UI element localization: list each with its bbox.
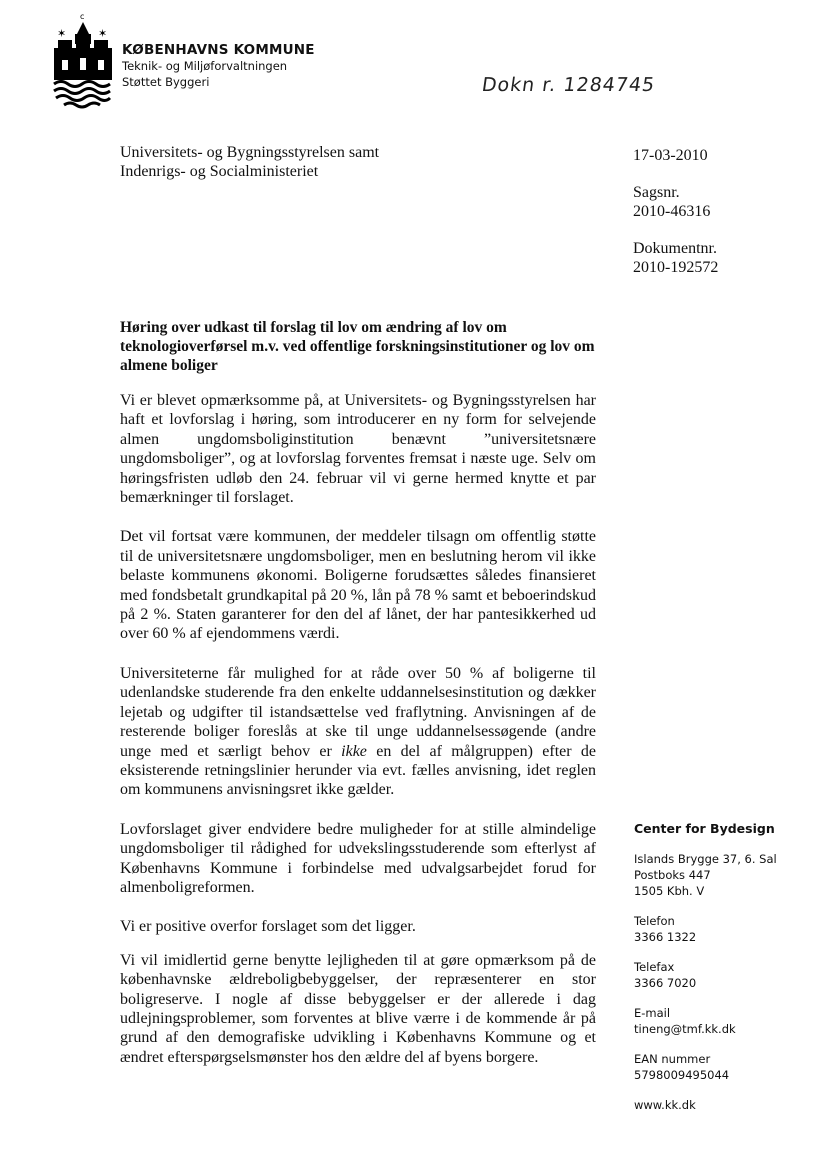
phone-label: Telefon <box>634 914 675 928</box>
case-number-label: Sagsnr. <box>633 184 680 201</box>
paragraph-1: Vi er blevet opmærksomme på, at Universitets- og Bygningsstyrelsen har haft et lovforslag i høring, som introducerer en ny form for selvejende almen ungdomsboliginstitution benævnt ”universitetsnære ungdomsboliger”, og at lovforslag forventes fremsat i næste uge. Selv om høringsfristen udløb den 24. februar vil vi gerne hermed knytte et par bemærkninger til forslaget. <box>120 392 596 507</box>
department-name: Teknik- og Miljøforvaltningen <box>122 59 288 73</box>
contact-sidebar <box>634 821 777 1113</box>
phone-block <box>634 913 777 945</box>
email-label: E-mail <box>634 1006 671 1020</box>
paragraph-3-emphasis: ikke <box>341 742 367 760</box>
recipient-line-1: Universitets- og Bygningsstyrelsen samt <box>120 144 380 161</box>
paragraph-3 <box>120 664 596 800</box>
paragraph-6: Vi vil imidlertid gerne benytte lejligheden til at gøre opmærksom på de københavnske ældreboligbebyggelser, der repræsenterer en stor boligreserve. I nogle af disse bebyggelser er der allerede i dag udlejningsproblemer, som forventes at blive værre i de kommende år på grund af den demografiske udvikling i Københavns Kommune og et ændret efterspørgselsmønster hos den ældre del af byens borgere. <box>120 951 596 1066</box>
address-line-3: 1505 Kbh. V <box>634 884 705 898</box>
document-number-block <box>633 239 718 277</box>
email-address: tineng@tmf.kk.dk <box>634 1022 736 1036</box>
svg-text:c: c <box>80 12 85 21</box>
paragraph-4: Lovforslaget giver endvidere bedre muligheder for at stille almindelige ungdomsboliger til rådighed for udvekslingsstuderende som efterlyst af Københavns Kommune i forbindelse med udvalgsarbejdet forud for almenboligreformen. <box>120 820 596 896</box>
letter-body <box>120 391 596 1087</box>
address-line-1: Islands Brygge 37, 6. Sal <box>634 852 777 866</box>
fax-label: Telefax <box>634 960 675 974</box>
recipient-line-2: Indenrigs- og Socialministeriet <box>120 163 319 180</box>
ean-label: EAN nummer <box>634 1052 711 1066</box>
address-block <box>634 851 777 899</box>
paragraph-2: Det vil fortsat være kommunen, der meddeler tilsagn om offentlig støtte til de universitetsnære ungdomsboliger, men en beslutning herom vil ikke belaste kommunens økonomi. Boligerne forudsættes således finansieret med fondsbetalt grundkapital på 20 %, lån på 78 % samt et beboerindskud på 2 %. Staten garanterer for den del af lånet, der har pantesikkerhed ud over 60 % af ejendommens værdi. <box>120 528 596 643</box>
fax-number: 3366 7020 <box>634 976 697 990</box>
letter-meta <box>633 146 718 295</box>
paragraph-3-part-1: Universiteterne får mulighed for at råde over 50 % af boligerne til udenlandske studerende fra den enkelte uddannelsesinstitution og dækker lejetab og udgifter til istandsættelse ved fraflytning. Anvisningen af de resterende boliger foreslås at ske til unge uddannelsessøgende (andre unge med et særligt behov er <box>120 664 596 760</box>
email-block <box>634 1005 777 1037</box>
letterhead <box>122 42 315 90</box>
svg-text:✶: ✶ <box>57 28 67 40</box>
handwritten-document-number: Dokn r. 1284745 <box>480 74 657 96</box>
fax-block <box>634 959 777 991</box>
case-number: 2010-46316 <box>633 203 711 220</box>
document-number: 2010-192572 <box>633 259 719 276</box>
sidebar-title: Center for Bydesign <box>634 821 775 836</box>
letter-subject: Høring over udkast til forslag til lov om ændring af lov om teknologioverførsel m.v. ved offentlige forskningsinstitutioner og lov om almene boliger <box>120 319 595 374</box>
address-line-2: Postboks 447 <box>634 868 711 882</box>
recipient-address <box>120 143 379 181</box>
website: www.kk.dk <box>634 1098 696 1112</box>
unit-name: Støttet Byggeri <box>122 75 210 89</box>
ean-block <box>634 1051 777 1083</box>
letter-date: 17-03-2010 <box>633 147 708 164</box>
paragraph-5: Vi er positive overfor forslaget som det ligger. <box>120 918 416 936</box>
case-number-block <box>633 183 718 221</box>
copenhagen-coat-of-arms-logo <box>52 10 114 110</box>
svg-text:✶: ✶ <box>98 28 108 40</box>
phone-number: 3366 1322 <box>634 930 697 944</box>
ean-number: 5798009495044 <box>634 1068 730 1082</box>
organization-name: KØBENHAVNS KOMMUNE <box>122 42 315 58</box>
document-number-label: Dokumentnr. <box>633 240 717 257</box>
paragraph-3-part-2: en del af målgruppen) efter de eksisterende retningslinier herunder via evt. fælles anvisning, idet reglen om kommunens anvisningsret ikke gælder. <box>120 742 597 799</box>
